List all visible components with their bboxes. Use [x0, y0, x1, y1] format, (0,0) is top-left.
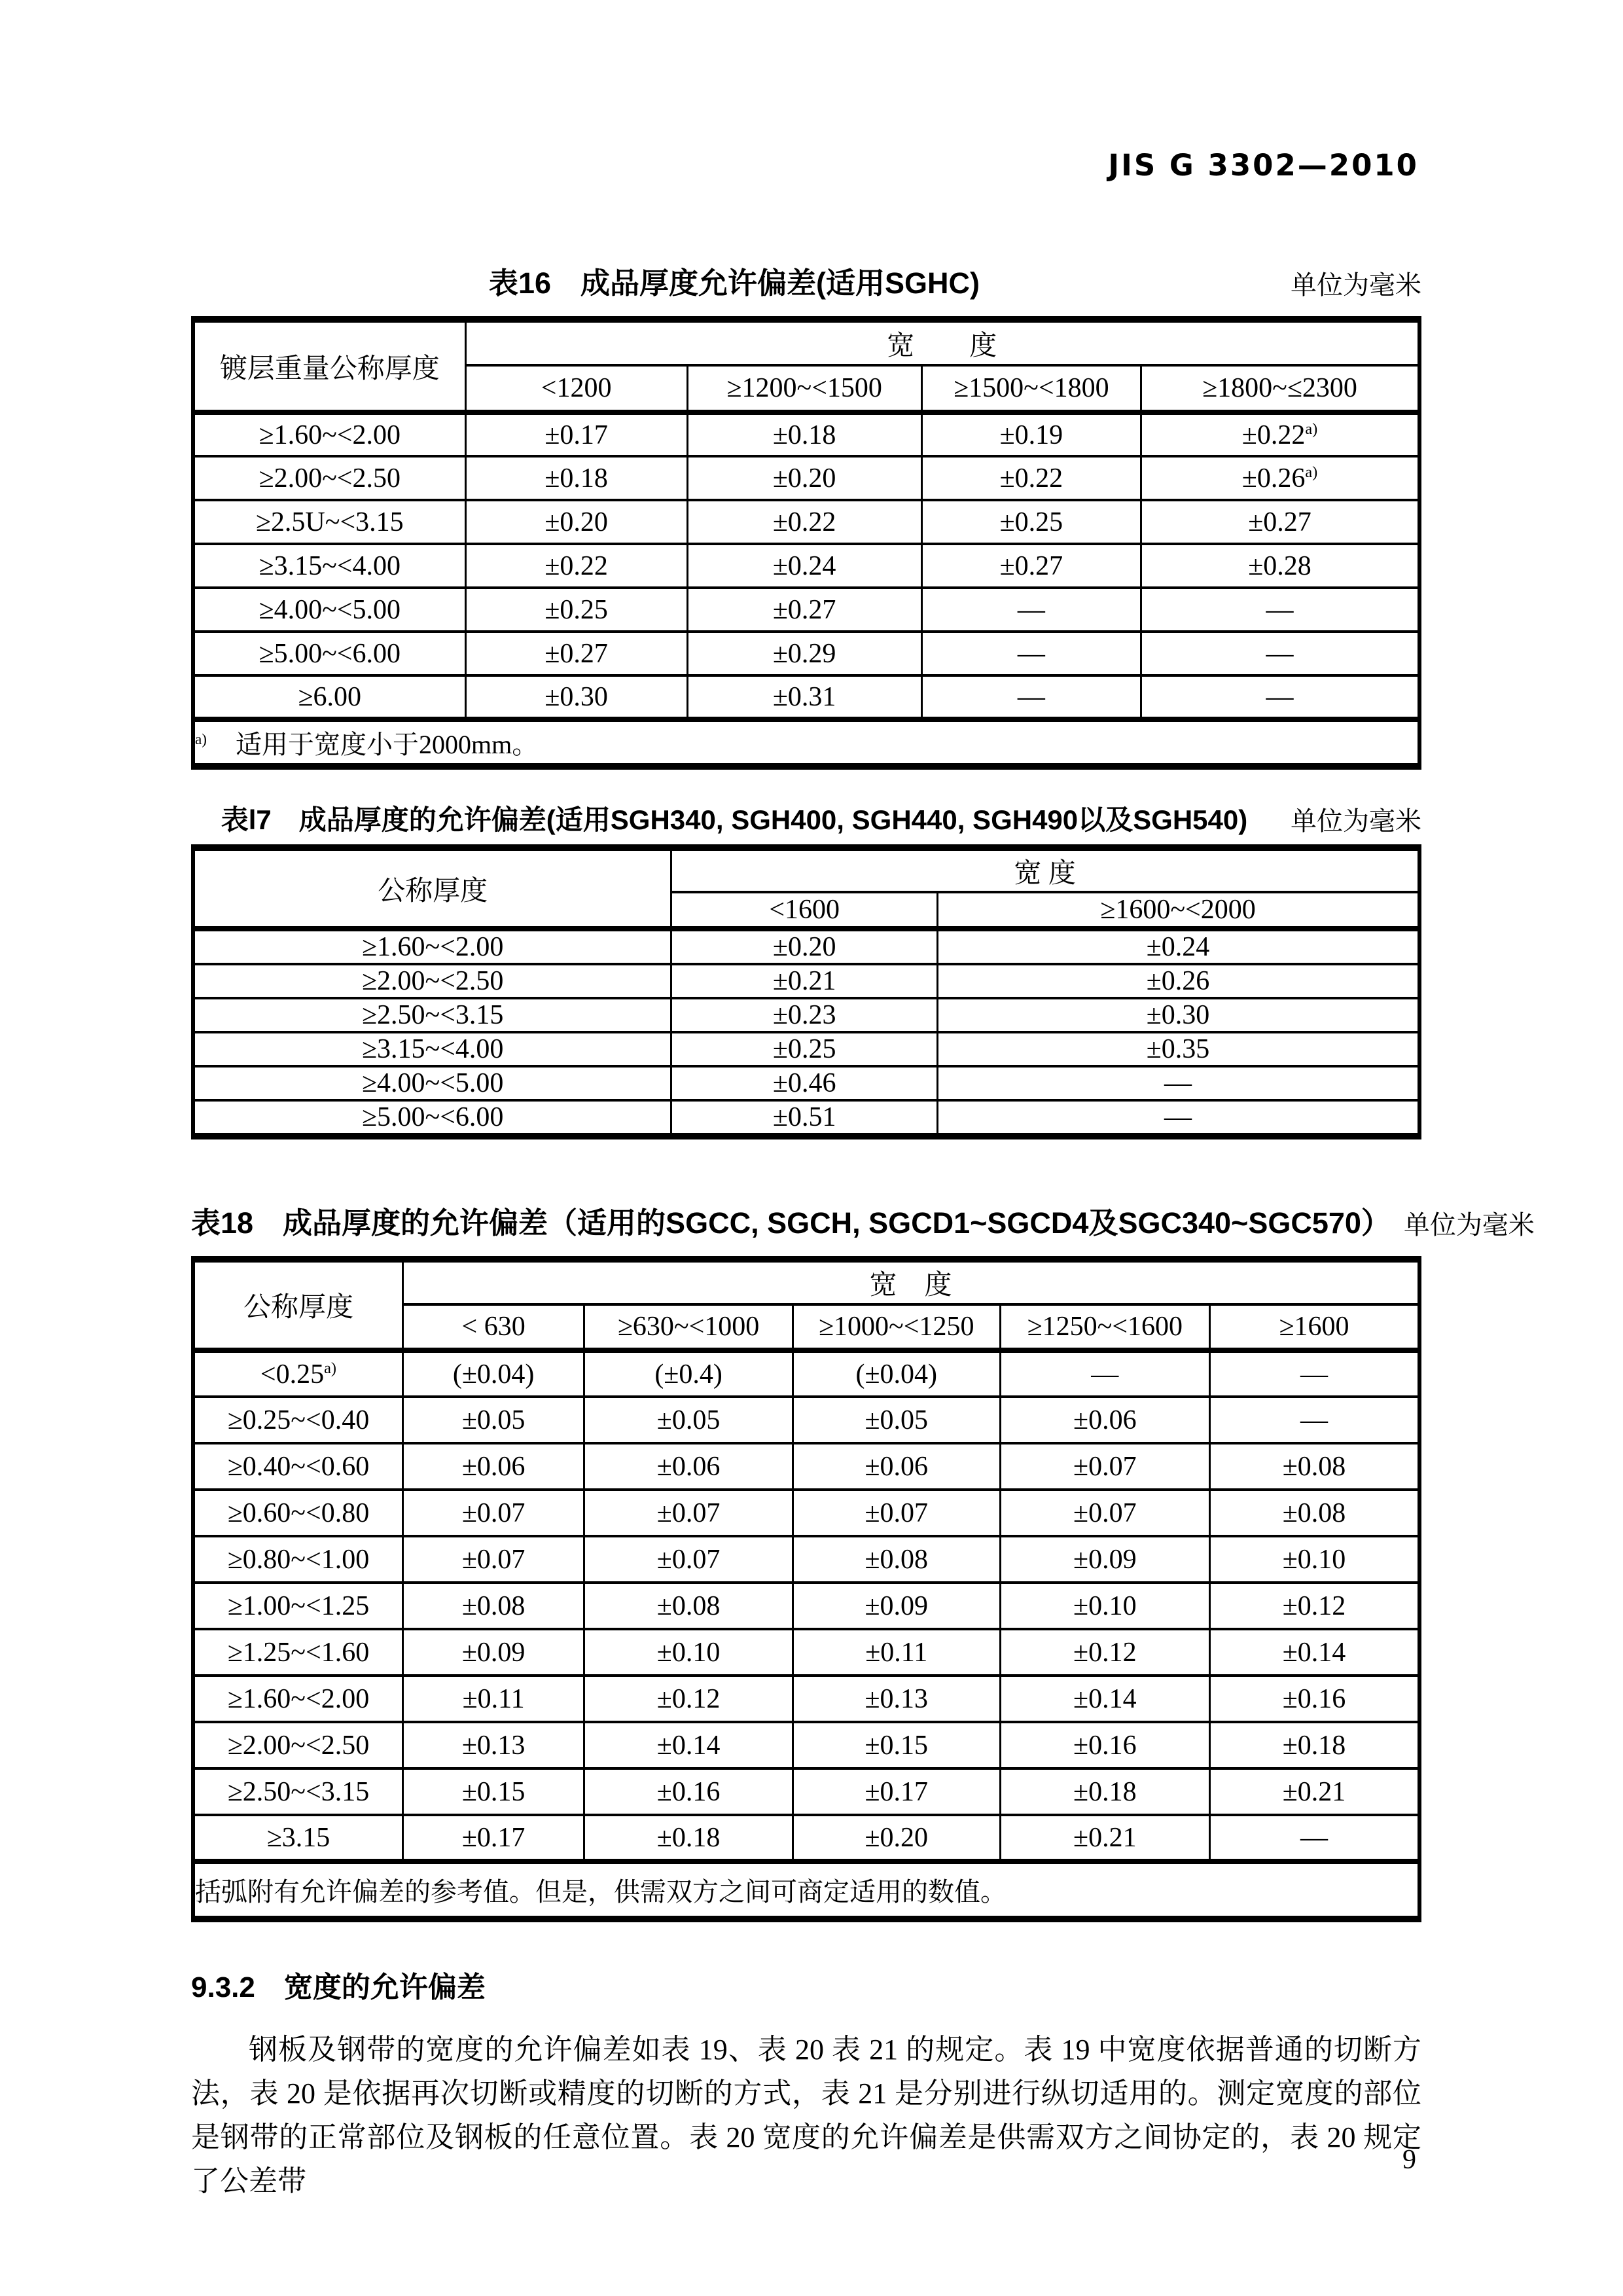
table-row — [193, 500, 1419, 544]
value-cell: — — [1210, 1350, 1419, 1397]
document-number: JIS G 3302—2010 — [1108, 148, 1419, 183]
value-cell: ±0.21 — [1000, 1815, 1209, 1861]
value-cell: ±0.18 — [1000, 1768, 1209, 1815]
value-cell: — — [1210, 1815, 1419, 1861]
section-heading: 9.3.2 宽度的允许偏差 — [191, 1971, 486, 2003]
value-cell: ±0.08 — [793, 1536, 1000, 1583]
value-cell: ±0.14 — [1210, 1629, 1419, 1676]
row-label: ≥2.00~<2.50 — [193, 1722, 402, 1768]
value-cell: ±0.20 — [671, 929, 938, 964]
value-cell: ±0.19 — [921, 412, 1141, 456]
table16-footnote — [193, 719, 1419, 766]
row-label: ≥2.50~<3.15 — [193, 998, 671, 1032]
table-header-row — [193, 319, 1419, 365]
width-range-header: ≥1000~<1250 — [793, 1304, 1000, 1350]
table-footnote-row — [193, 719, 1419, 766]
value-cell: ±0.12 — [584, 1676, 793, 1722]
value-cell: ±0.18 — [584, 1815, 793, 1861]
table-header-row — [193, 848, 1419, 892]
table18-footnote — [193, 1861, 1419, 1919]
table-footnote-row — [193, 1861, 1419, 1919]
value-cell: ±0.25 — [921, 500, 1141, 544]
value-cell: ±0.05 — [793, 1397, 1000, 1443]
table-row — [193, 1100, 1419, 1136]
row-label: ≥5.00~<6.00 — [193, 1100, 671, 1136]
value-cell: ±0.13 — [402, 1722, 584, 1768]
value-cell: — — [1000, 1350, 1209, 1397]
value-cell: — — [1210, 1397, 1419, 1443]
value-cell: ±0.24 — [938, 929, 1419, 964]
value-cell: ±0.26 — [938, 964, 1419, 998]
value-cell: ±0.12 — [1210, 1583, 1419, 1629]
row-label: $<0.25^{a)}$ — [193, 1350, 402, 1397]
row-label: ≥1.60~<2.00 — [193, 412, 465, 456]
table-row — [193, 1583, 1419, 1629]
table-row — [193, 1490, 1419, 1536]
footnote-marker: a) — [1305, 420, 1318, 438]
value-cell: ±0.09 — [1000, 1536, 1209, 1583]
stub-header: 镀层重量公称厚度 — [193, 319, 465, 412]
value-cell: ±0.15 — [793, 1722, 1000, 1768]
width-span-header: 宽 度 — [465, 319, 1419, 365]
value-cell: — — [921, 675, 1141, 719]
value-cell: ±0.27 — [687, 588, 921, 632]
value-cell: ±0.13 — [793, 1676, 1000, 1722]
table-row — [193, 456, 1419, 500]
row-label: ≥0.40~<0.60 — [193, 1443, 402, 1490]
table16-caption: 表16 成品厚度允许偏差(适用SGHC) — [488, 266, 980, 300]
table-row — [193, 588, 1419, 632]
row-label: ≥4.00~<5.00 — [193, 588, 465, 632]
table18-caption: 表18 成品厚度的允许偏差（适用的SGCC, SGCH, SGCD1~SGCD4及SGC340~SGC570） — [191, 1206, 1391, 1240]
table-row — [193, 1032, 1419, 1066]
row-label: ≥3.15 — [193, 1815, 402, 1861]
stub-header: 公称厚度 — [193, 1259, 402, 1350]
stub-header: 公称厚度 — [193, 848, 671, 929]
value-cell: ±0.09 — [793, 1583, 1000, 1629]
row-label: ≥3.15~<4.00 — [193, 544, 465, 588]
value-cell: ±0.27 — [1141, 500, 1419, 544]
value-cell: ±0.12 — [1000, 1629, 1209, 1676]
value-cell: ±0.08 — [584, 1583, 793, 1629]
table-row — [193, 1536, 1419, 1583]
footnote-text: 适用于宽度小于2000mm。 — [236, 730, 539, 759]
width-range-header: <1600 — [671, 892, 938, 929]
value-cell: — — [938, 1066, 1419, 1100]
table18-section — [191, 1199, 1535, 1922]
row-label: ≥0.25~<0.40 — [193, 1397, 402, 1443]
width-range-header: ≥1600~<2000 — [938, 892, 1419, 929]
table-row — [193, 1066, 1419, 1100]
value-cell: ±0.22 — [921, 456, 1141, 500]
value-cell: ±0.07 — [584, 1490, 793, 1536]
value-cell: ±0.27 — [465, 632, 687, 675]
table18-caption-row — [191, 1199, 1535, 1242]
value-cell: ±0.21 — [1210, 1768, 1419, 1815]
row-label: ≥0.60~<0.80 — [193, 1490, 402, 1536]
row-label: ≥1.60~<2.00 — [193, 1676, 402, 1722]
footnote-marker: a) — [195, 730, 207, 748]
table16-unit-label: 单位为毫米 — [1291, 270, 1421, 300]
value-cell: ±0.05 — [402, 1397, 584, 1443]
row-label: ≥5.00~<6.00 — [193, 632, 465, 675]
section-9-3-2 — [191, 1964, 1421, 2232]
value-cell: — — [1141, 675, 1419, 719]
width-range-header: ≥1500~<1800 — [921, 365, 1141, 412]
value-cell: ±0.27 — [921, 544, 1141, 588]
value-cell: ±0.11 — [402, 1676, 584, 1722]
value-cell: ±0.10 — [1210, 1536, 1419, 1583]
page-number: 9 — [1402, 2145, 1416, 2175]
row-label: ≥2.50~<3.15 — [193, 1768, 402, 1815]
value-cell: ±0.22 — [687, 500, 921, 544]
value-cell: (±0.04) — [402, 1350, 584, 1397]
value-cell: ±0.24 — [687, 544, 921, 588]
table-header-row — [193, 1259, 1419, 1304]
value-cell: ±0.17 — [402, 1815, 584, 1861]
table-row — [193, 1443, 1419, 1490]
width-range-header: < 630 — [402, 1304, 584, 1350]
value-cell: ±0.18 — [687, 412, 921, 456]
value-cell: ±0.46 — [671, 1066, 938, 1100]
width-range-header: ≥1250~<1600 — [1000, 1304, 1209, 1350]
value-cell: ±0.06 — [793, 1443, 1000, 1490]
value-cell: ±0.14 — [1000, 1676, 1209, 1722]
value-cell: ±0.25 — [671, 1032, 938, 1066]
body-paragraph: 钢板及钢带的宽度的允许偏差如表 19、表 20 表 21 的规定。表 19 中宽度依据普通的切断方法，表 20 是依据再次切断或精度的切断的方式，表 21 是分别进行纵切适用的。测定宽度的部位是钢带的正常部位及钢板的任意位置。表 20 宽度的允许偏差是供需双方之间协定的，表 20 规定了公差带 — [191, 2034, 1421, 2197]
value-cell: ±0.07 — [1000, 1443, 1209, 1490]
value-cell: ±0.06 — [584, 1443, 793, 1490]
table-row — [193, 412, 1419, 456]
table-row — [193, 1397, 1419, 1443]
value-cell: ±0.16 — [1210, 1676, 1419, 1722]
value-cell: (±0.04) — [793, 1350, 1000, 1397]
width-range-header: ≥1800~≤2300 — [1141, 365, 1419, 412]
table-row — [193, 1350, 1419, 1397]
value-cell: ±0.31 — [687, 675, 921, 719]
value-cell: (±0.4) — [584, 1350, 793, 1397]
value-cell: ±0.20 — [793, 1815, 1000, 1861]
table-row — [193, 632, 1419, 675]
table17-section — [191, 798, 1421, 1139]
table16 — [191, 316, 1421, 770]
table17-caption-row — [191, 798, 1421, 838]
value-cell: ±0.07 — [1000, 1490, 1209, 1536]
table-row — [193, 1815, 1419, 1861]
table-row — [193, 964, 1419, 998]
value-cell: ±0.14 — [584, 1722, 793, 1768]
row-label: ≥2.5U~<3.15 — [193, 500, 465, 544]
table-row — [193, 929, 1419, 964]
footnote-marker: a) — [1305, 463, 1318, 481]
value-cell: ±0.20 — [687, 456, 921, 500]
value-cell: ±0.16 — [1000, 1722, 1209, 1768]
value-cell: ±0.30 — [465, 675, 687, 719]
value-cell: ±0.18 — [1210, 1722, 1419, 1768]
row-label: ≥2.00~<2.50 — [193, 456, 465, 500]
table-row — [193, 1629, 1419, 1676]
row-label: ≥1.00~<1.25 — [193, 1583, 402, 1629]
value-cell: ±0.07 — [402, 1490, 584, 1536]
value-cell: — — [938, 1100, 1419, 1136]
table16-section — [191, 259, 1421, 770]
value-cell: ±0.07 — [402, 1536, 584, 1583]
value-cell: — — [921, 588, 1141, 632]
table17 — [191, 844, 1421, 1139]
width-range-header: ≥630~<1000 — [584, 1304, 793, 1350]
value-cell: ±0.10 — [1000, 1583, 1209, 1629]
value-cell: ±0.29 — [687, 632, 921, 675]
row-label: ≥6.00 — [193, 675, 465, 719]
value-cell: ±0.16 — [584, 1768, 793, 1815]
value-cell: ±0.05 — [584, 1397, 793, 1443]
table17-unit-label: 单位为毫米 — [1291, 806, 1421, 836]
value-cell: ±0.20 — [465, 500, 687, 544]
table18-unit-label: 单位为毫米 — [1403, 1210, 1535, 1240]
value-cell: ±0.07 — [793, 1490, 1000, 1536]
table-row — [193, 1768, 1419, 1815]
footnote-marker: a) — [324, 1359, 337, 1377]
value-cell: ±0.17 — [793, 1768, 1000, 1815]
table16-caption-row — [191, 259, 1421, 302]
value-cell: ±0.17 — [465, 412, 687, 456]
table-row — [193, 1722, 1419, 1768]
value-cell: $\pm 0.22^{a)}$ — [1141, 412, 1419, 456]
value-cell: — — [921, 632, 1141, 675]
value-cell: ±0.23 — [671, 998, 938, 1032]
value-cell: ±0.07 — [584, 1536, 793, 1583]
value-cell: ±0.28 — [1141, 544, 1419, 588]
value-cell: — — [1141, 632, 1419, 675]
width-range-header: <1200 — [465, 365, 687, 412]
value-cell: ±0.18 — [465, 456, 687, 500]
table-row — [193, 675, 1419, 719]
value-cell: ±0.11 — [793, 1629, 1000, 1676]
value-cell: $\pm 0.26^{a)}$ — [1141, 456, 1419, 500]
width-range-header: ≥1600 — [1210, 1304, 1419, 1350]
row-label: ≥3.15~<4.00 — [193, 1032, 671, 1066]
value-cell: ±0.09 — [402, 1629, 584, 1676]
value-cell: ±0.25 — [465, 588, 687, 632]
table-row — [193, 544, 1419, 588]
value-cell: — — [1141, 588, 1419, 632]
value-cell: ±0.35 — [938, 1032, 1419, 1066]
value-cell: ±0.51 — [671, 1100, 938, 1136]
row-label: ≥1.25~<1.60 — [193, 1629, 402, 1676]
width-span-header: 宽 度 — [402, 1259, 1419, 1304]
width-span-header: 宽 度 — [671, 848, 1419, 892]
table-row — [193, 1676, 1419, 1722]
value-cell: ±0.15 — [402, 1768, 584, 1815]
value-cell: ±0.30 — [938, 998, 1419, 1032]
value-cell: ±0.22 — [465, 544, 687, 588]
value-cell: ±0.08 — [1210, 1443, 1419, 1490]
table18 — [191, 1256, 1421, 1922]
row-label: ≥4.00~<5.00 — [193, 1066, 671, 1100]
value-cell: ±0.08 — [1210, 1490, 1419, 1536]
row-label: ≥0.80~<1.00 — [193, 1536, 402, 1583]
value-cell: ±0.10 — [584, 1629, 793, 1676]
value-cell: ±0.06 — [1000, 1397, 1209, 1443]
table17-caption: 表l7 成品厚度的允许偏差(适用SGH340, SGH400, SGH440, SGH490以及SGH540) — [221, 804, 1248, 835]
width-range-header: ≥1200~<1500 — [687, 365, 921, 412]
row-label: ≥1.60~<2.00 — [193, 929, 671, 964]
table-row — [193, 998, 1419, 1032]
value-cell: ±0.08 — [402, 1583, 584, 1629]
footnote-text: 括弧附有允许偏差的参考值。但是，供需双方之间可商定适用的数值。 — [195, 1877, 1007, 1907]
row-label: ≥2.00~<2.50 — [193, 964, 671, 998]
value-cell: ±0.21 — [671, 964, 938, 998]
value-cell: ±0.06 — [402, 1443, 584, 1490]
